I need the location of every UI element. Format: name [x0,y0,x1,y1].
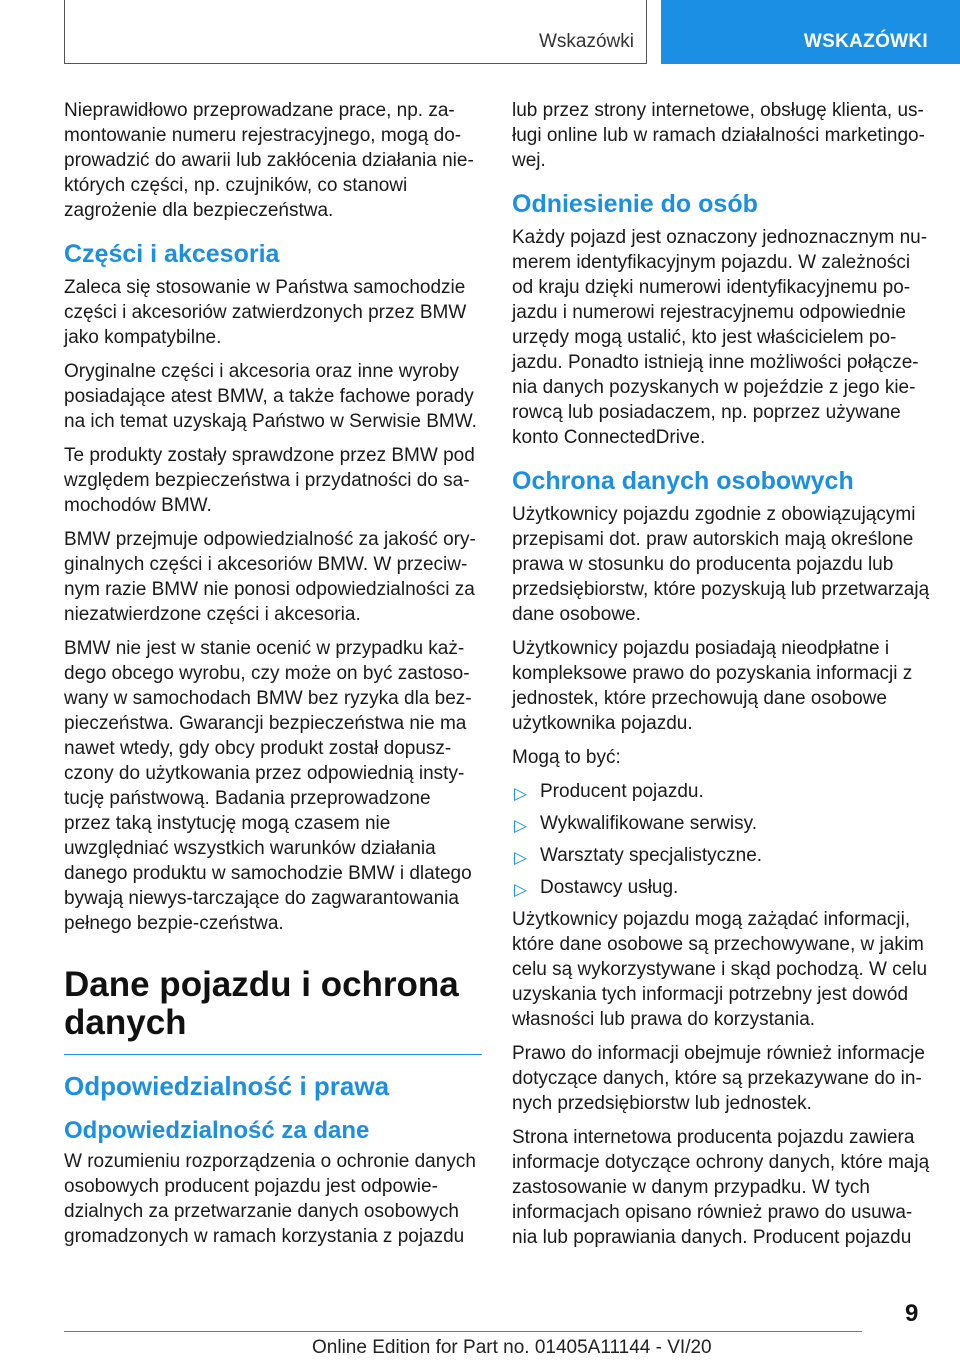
entity-list [512,779,930,900]
list-item-text: Producent pojazdu. [540,781,704,802]
footer-edition: Online Edition for Part no. 01405A11144 - VI/20 [312,1337,712,1358]
chapter-divider [64,1054,482,1055]
data-responsibility-heading: Odpowiedzialność za dane [64,1117,370,1144]
data-responsibility-paragraph: W rozumieniu rozporządzenia o ochronie danych osobowych producent pojazdu jest odpowie-dzialnych za przetwarzanie danych osobowych gromadzonych w ramach korzystania z pojazdu [64,1151,476,1247]
list-item-text: Warsztaty specjalistyczne. [540,845,763,866]
header-chapter-title: WSKAZÓWKI [803,31,928,52]
triangle-bullet-icon: ▷ [514,880,528,899]
continuation-paragraph: lub przez strony internetowe, obsługę klienta, us-ługi online lub w ramach działalności marketingo-wej. [512,100,925,171]
list-item [512,843,930,868]
triangle-bullet-icon: ▷ [514,784,528,803]
triangle-bullet-icon: ▷ [514,848,528,867]
parts-heading: Części i akcesoria [64,240,280,268]
triangle-bullet-icon: ▷ [514,816,528,835]
parts-paragraph: BMW przejmuje odpowiedzialność za jakość ory-ginalnych części i akcesoriów BMW. W przeciw-nym razie BMW nie ponosi odpowiedzialności za niezatwierdzone części i akcesoria. [64,529,476,625]
list-item-text: Dostawcy usług. [540,877,679,898]
parts-paragraph: Te produkty zostały sprawdzone przez BMW pod względem bezpieczeństwa i przydatności do sa-mochodów BMW. [64,445,475,516]
header-section-title: Wskazówki [538,31,634,52]
chapter-title: Dane pojazdu i ochrona danych [64,965,459,1042]
responsibility-heading: Odpowiedzialność i prawa [64,1071,390,1101]
page-number: 9 [905,1300,919,1327]
persons-paragraph: Każdy pojazd jest oznaczony jednoznacznym nu-merem identyfikacyjnym pojazdu. W zależności od kraju dzięki numerowi identyfikacyjnemu po-jazdu i numerowi rejestracyjnemu odpowiednie urzędy mogą ustalić, kto jest właścicielem po-jazdu. Ponadto istnieją inne możliwości połącze-nia danych pozyskanych w pojeździe z jego kie-rowcą lub posiadaczem, np. poprzez używane konto ConnectedDrive. [512,227,928,448]
persons-heading: Odniesienie do osób [512,190,758,218]
protection-paragraph: Użytkownicy pojazdu mogą zażądać informacji, które dane osobowe są przechowywane, w jakim celu są wykorzystywane i skąd pochodzą. W celu uzyskania tych informacji potrzebny jest dowód własności lub prawa do korzystania. [512,909,928,1030]
left-column [64,98,482,1258]
parts-paragraph: Zaleca się stosowanie w Państwa samochodzie części i akcesoriów zatwierdzonych przez BMW jako kompatybilne. [64,277,467,348]
footer-divider [64,1331,862,1332]
protection-paragraph: Strona internetowa producenta pojazdu zawiera informacje dotyczące ochrony danych, które mają zastosowanie w danym przypadku. W tych informacjach opisano również prawo do usuwa-nia lub poprawiania danych. Producent pojazdu [512,1127,930,1248]
intro-paragraph: Nieprawidłowo przeprowadzane prace, np. za-montowanie numeru rejestracyjnego, mogą do-prowadzić do awarii lub zakłócenia działania nie-których części, np. czujników, co stanowi zagrożenie dla bezpieczeństwa. [64,100,474,221]
protection-paragraph: Prawo do informacji obejmuje również informacje dotyczące danych, które są przekazywane do in-nych przedsiębiorstw lub jednostek. [512,1043,925,1114]
list-item [512,811,930,836]
parts-paragraph: BMW nie jest w stanie ocenić w przypadku każ-dego obcego wyrobu, czy może on być zastoso-wany w samochodach BMW bez ryzyka dla bez-pieczeństwa. Gwarancji bezpieczeństwa nie ma nawet wtedy, gdy obcy produkt został dopusz-czony do użytkowania przez odpowiednią insty-tucję państwową. Badania przeprowadzone przez taką instytucję mogą czasem nie uwzględniać wszystkich warunków działania danego produktu w samochodzie BMW i dlatego bywają niewys-tarczające do zagwarantowania pełnego bezpie-czeństwa. [64,638,472,934]
can-be-label: Mogą to być: [512,747,621,768]
parts-paragraph: Oryginalne części i akcesoria oraz inne wyroby posiadające atest BMW, a także fachowe porady na ich temat uzyskają Państwo w Serwisie BMW. [64,361,477,432]
right-column [512,98,930,1259]
protection-paragraph: Użytkownicy pojazdu zgodnie z obowiązującymi przepisami dot. praw autorskich mają określone prawa w stosunku do producenta pojazdu lub przedsiębiorstw, które pozyskują lub przetwarzają dane osobowe. [512,504,930,625]
list-item-text: Wykwalifikowane serwisy. [540,813,757,834]
list-item [512,779,930,804]
header-chapter-tab [661,0,960,64]
protection-heading: Ochrona danych osobowych [512,467,854,495]
protection-paragraph: Użytkownicy pojazdu posiadają nieodpłatne i kompleksowe prawo do pozyskania informacji z jednostek, które przechowują dane osobowe użytkownika pojazdu. [512,638,913,734]
header-section-box [64,0,647,64]
list-item [512,875,930,900]
